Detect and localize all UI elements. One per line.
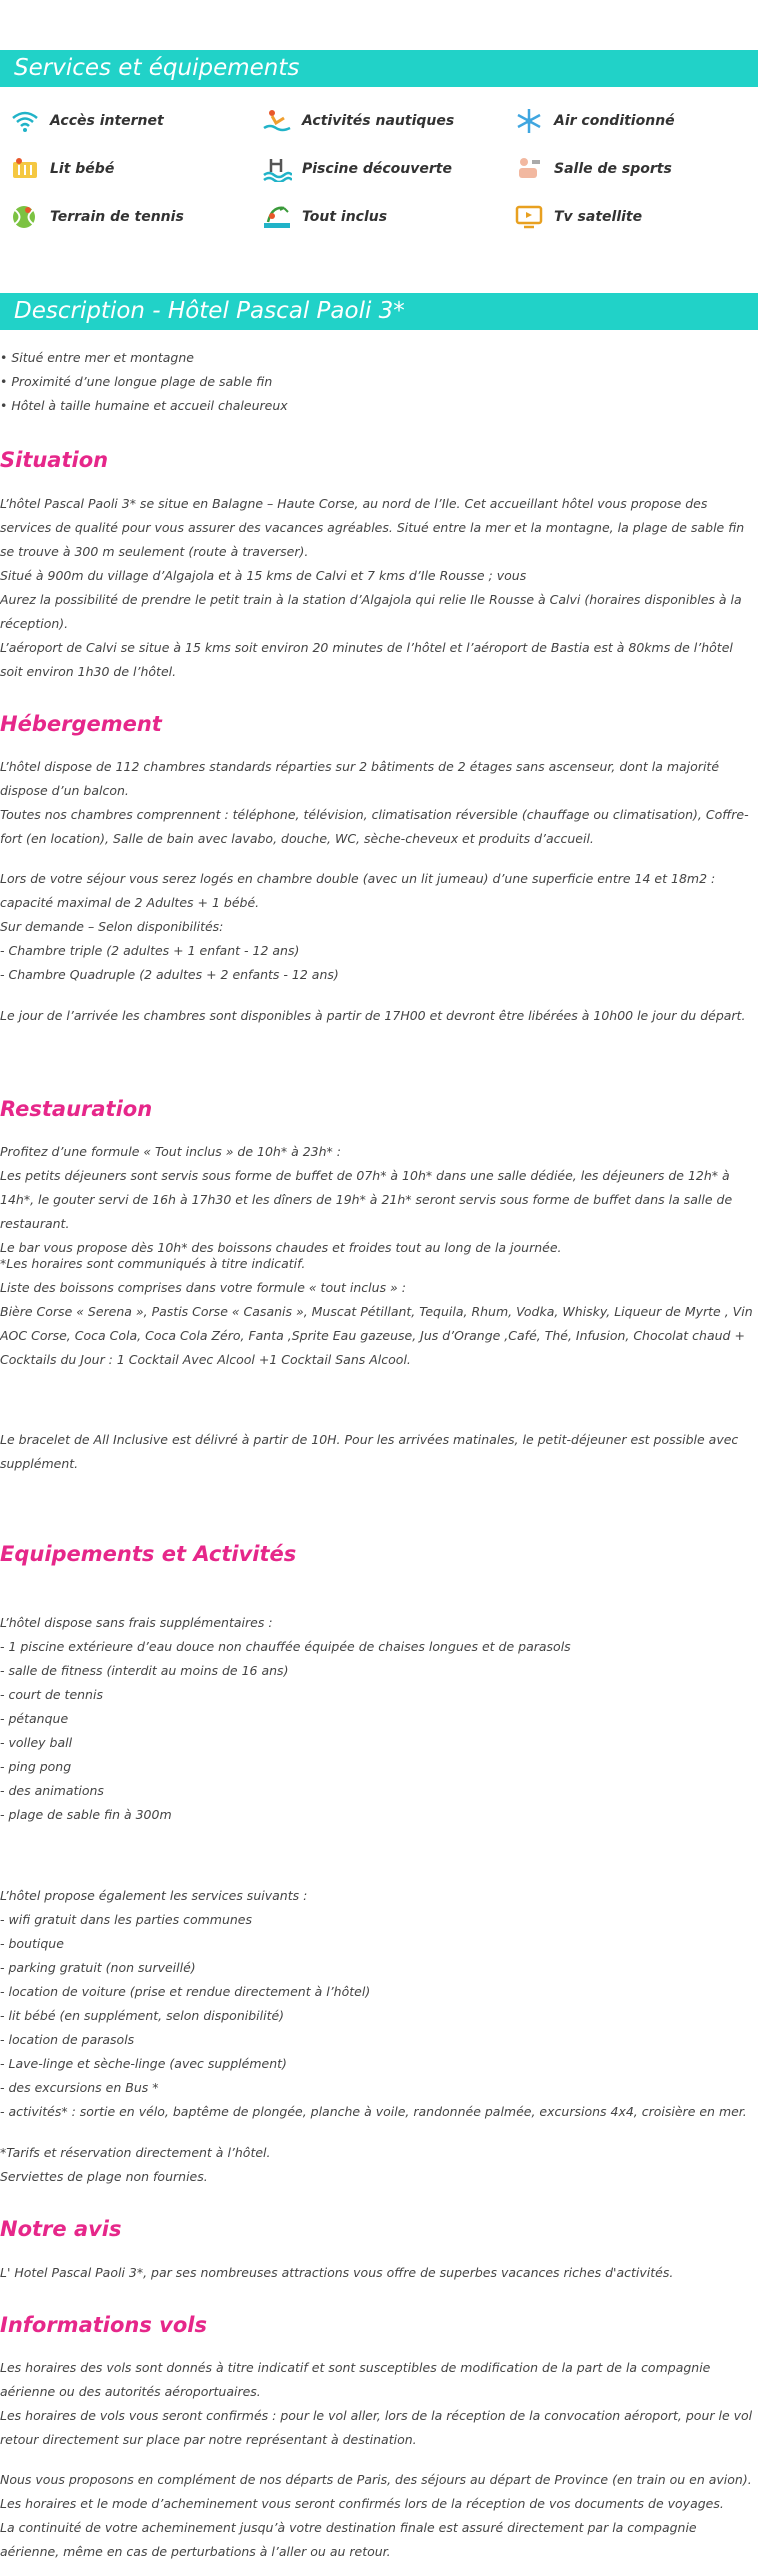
vols-heading: Informations vols — [0, 2313, 207, 2337]
situation-heading: Situation — [0, 448, 109, 472]
list-item: - pétanque — [0, 1711, 69, 1726]
baby-bed-icon — [10, 156, 40, 182]
services-section-bar — [0, 50, 758, 87]
paragraph-line: Bière Corse « Serena », Pastis Corse « Casanis », Muscat Pétillant, Tequila, Rhum, Vodka, Whisky, Liqueur de Myrte , Vin AOC Corse, Coca Cola, Coca Cola Zéro, Fanta ,Sprite Eau gazeuse, Jus d’Orange ,Café, Thé, Infusion, Chocolat chaud + Cocktails du Jour : 1 Cocktail Avec Alcool +1 Cocktail Sans Alcool. — [0, 1304, 753, 1367]
paragraph-line: Le bracelet de All Inclusive est délivré à partir de 10H. Pour les arrivées matinales, le petit-déjeuner est possible avec supplément. — [0, 1432, 739, 1471]
list-item: - location de voiture (prise et rendue directement à l’hôtel) — [0, 1984, 371, 1999]
note-line: Serviettes de plage non fournies. — [0, 2169, 208, 2184]
paragraph-line: Aurez la possibilité de prendre le petit train à la station d’Algajola qui relie Ile Rousse à Calvi (horaires disponibles à la réception). — [0, 592, 742, 631]
list-item: - des animations — [0, 1783, 104, 1798]
service-label: Lit bébé — [50, 161, 115, 177]
list-item: - boutique — [0, 1936, 64, 1951]
paragraph-line: Les horaires des vols sont donnés à titre indicatif et sont susceptibles de modification de la part de la compagnie aérienne ou des autorités aéroportuaires. — [0, 2360, 711, 2399]
list-item: L’hôtel propose également les services suivants : — [0, 1888, 308, 1903]
list-item: - 1 piscine extérieure d’eau douce non chauffée équipée de chaises longues et de parasols — [0, 1639, 571, 1654]
paragraph-line: L' Hotel Pascal Paoli 3*, par ses nombreuses attractions vous offre de superbes vacances riches d'activités. — [0, 2265, 674, 2280]
list-item: - volley ball — [0, 1735, 73, 1750]
service-label: Salle de sports — [554, 161, 672, 177]
list-item: - Lave-linge et sèche-linge (avec supplément) — [0, 2056, 287, 2071]
restauration-text-1 — [0, 1140, 758, 1260]
services-title: Services et équipements — [14, 55, 300, 81]
list-item: - activités* : sortie en vélo, baptême de plongée, planche à voile, randonnée palmée, excursions 4x4, croisière en mer. — [0, 2104, 747, 2119]
restauration-text-2 — [0, 1252, 758, 1372]
list-item: L’hôtel dispose sans frais supplémentaires : — [0, 1615, 273, 1630]
list-item: - salle de fitness (interdit au moins de 16 ans) — [0, 1663, 289, 1678]
paragraph-line: Toutes nos chambres comprennent : téléphone, télévision, climatisation réversible (chauffage ou climatisation), Coffre-fort (en location), Salle de bain avec lavabo, douche, WC, sèche-cheveux et produits d’accueil. — [0, 807, 749, 846]
service-item-water-sports — [262, 108, 454, 134]
service-label: Terrain de tennis — [50, 209, 184, 225]
bullet-item: • Proximité d’une longue plage de sable fin — [0, 374, 273, 389]
paragraph-line: L’hôtel Pascal Paoli 3* se situe en Balagne – Haute Corse, au nord de l’Ile. Cet accueillant hôtel vous propose des services de qualité pour vous assurer des vacances agréables. Situé entre la mer et la montagne, la plage de sable fin se trouve à 300 m seulement (route à traverser). — [0, 496, 745, 559]
paragraph-line: Lors de votre séjour vous serez logés en chambre double (avec un lit jumeau) d’une superficie entre 14 et 18m2 : capacité maximal de 2 Adultes + 1 bébé. — [0, 871, 716, 910]
bullet-item: • Situé entre mer et montagne — [0, 350, 194, 365]
service-label: Accès internet — [50, 113, 164, 129]
description-title: Description - Hôtel Pascal Paoli 3* — [14, 298, 405, 324]
service-label: Piscine découverte — [302, 161, 452, 177]
list-item: - des excursions en Bus * — [0, 2080, 159, 2095]
restauration-heading: Restauration — [0, 1097, 153, 1121]
list-item: - plage de sable fin à 300m — [0, 1807, 172, 1822]
bullet-item: • Hôtel à taille humaine et accueil chaleureux — [0, 398, 288, 413]
paragraph-line: Liste des boissons comprises dans votre formule « tout inclus » : — [0, 1280, 406, 1295]
service-item-all-inclusive — [262, 204, 387, 230]
service-label: Activités nautiques — [302, 113, 455, 129]
service-item-internet — [10, 108, 164, 134]
paragraph-line: Profitez d’une formule « Tout inclus » de 10h* à 23h* : — [0, 1144, 341, 1159]
paragraph-line: *Les horaires sont communiqués à titre indicatif. — [0, 1256, 306, 1271]
vols-text-1 — [0, 2356, 758, 2452]
list-item: - parking gratuit (non surveillé) — [0, 1960, 196, 1975]
situation-text — [0, 492, 758, 684]
service-label: Tv satellite — [554, 209, 643, 225]
paragraph-line: Situé à 900m du village d’Algajola et à 15 kms de Calvi et 7 kms d’Ile Rousse ; vous — [0, 568, 527, 583]
hebergement-heading: Hébergement — [0, 712, 162, 736]
list-item: - lit bébé (en supplément, selon disponibilité) — [0, 2008, 285, 2023]
list-item: - location de parasols — [0, 2032, 135, 2047]
service-label: Air conditionné — [554, 113, 675, 129]
equipements-list-1 — [0, 1611, 758, 1827]
avis-text — [0, 2261, 758, 2285]
description-section-bar — [0, 293, 758, 330]
service-label: Tout inclus — [302, 209, 388, 225]
hebergement-text-2 — [0, 867, 758, 987]
paragraph-line: Le jour de l’arrivée les chambres sont disponibles à partir de 17H00 et devront être libérées à 10h00 le jour du départ. — [0, 1008, 746, 1023]
pool-icon — [262, 156, 292, 182]
restauration-text-3 — [0, 1428, 758, 1476]
paragraph-line: - Chambre triple (2 adultes + 1 enfant - 12 ans) — [0, 943, 300, 958]
paragraph-line: Les petits déjeuners sont servis sous forme de buffet de 07h* à 10h* dans une salle dédiée, les déjeuners de 12h* à 14h*, le gouter servi de 16h à 17h30 et les dîners de 19h* à 21h* seront servis sous forme de buffet dans la salle de restaurant. — [0, 1168, 733, 1231]
note-line: *Tarifs et réservation directement à l’hôtel. — [0, 2145, 271, 2160]
equipements-heading: Equipements et Activités — [0, 1542, 297, 1566]
hebergement-text-3 — [0, 1004, 758, 1028]
list-item: - ping pong — [0, 1759, 72, 1774]
gym-icon — [514, 156, 544, 182]
equipements-list-2 — [0, 1884, 758, 2124]
hebergement-text-1 — [0, 755, 758, 851]
paragraph-line: Nous vous proposons en complément de nos départs de Paris, des séjours au départ de Province (en train ou en avion). — [0, 2472, 752, 2487]
service-item-gym — [514, 156, 672, 182]
service-item-tv — [514, 204, 642, 230]
tv-icon — [514, 204, 544, 230]
paragraph-line: La continuité de votre acheminement jusqu’à votre destination finale est assuré directement par la compagnie aérienne, même en cas de perturbations à l’aller ou au retour. — [0, 2520, 697, 2559]
paragraph-line: Les horaires de vols vous seront confirmés : pour le vol aller, lors de la réception de la convocation aéroport, pour le vol retour directement sur place par notre représentant à destination. — [0, 2408, 753, 2447]
avis-heading: Notre avis — [0, 2217, 122, 2241]
vols-text-2 — [0, 2468, 758, 2564]
list-item: - wifi gratuit dans les parties communes — [0, 1912, 252, 1927]
snowflake-icon — [514, 108, 544, 134]
tennis-icon — [10, 204, 40, 230]
paragraph-line: L’aéroport de Calvi se situe à 15 kms soit environ 20 minutes de l’hôtel et l’aéroport de Bastia est à 80kms de l’hôtel soit environ 1h30 de l’hôtel. — [0, 640, 733, 679]
paragraph-line: Le bar vous propose dès 10h* des boissons chaudes et froides tout au long de la journée. — [0, 1240, 562, 1255]
service-item-air-conditioning — [514, 108, 675, 134]
paragraph-line: Sur demande – Selon disponibilités: — [0, 919, 224, 934]
water-sports-icon — [262, 108, 292, 134]
service-item-tennis — [10, 204, 184, 230]
wifi-icon — [10, 108, 40, 134]
paragraph-line: L’hôtel dispose de 112 chambres standards réparties sur 2 bâtiments de 2 étages sans ascenseur, dont la majorité dispose d’un balcon. — [0, 759, 720, 798]
list-item: - court de tennis — [0, 1687, 103, 1702]
equipements-notes — [0, 2141, 758, 2189]
service-item-pool — [262, 156, 452, 182]
service-item-baby-bed — [10, 156, 114, 182]
description-bullets — [0, 346, 758, 418]
all-inclusive-icon — [262, 204, 292, 230]
paragraph-line: Les horaires et le mode d’acheminement vous seront confirmés lors de la réception de vos documents de voyages. — [0, 2496, 724, 2511]
paragraph-line: - Chambre Quadruple (2 adultes + 2 enfants - 12 ans) — [0, 967, 339, 982]
